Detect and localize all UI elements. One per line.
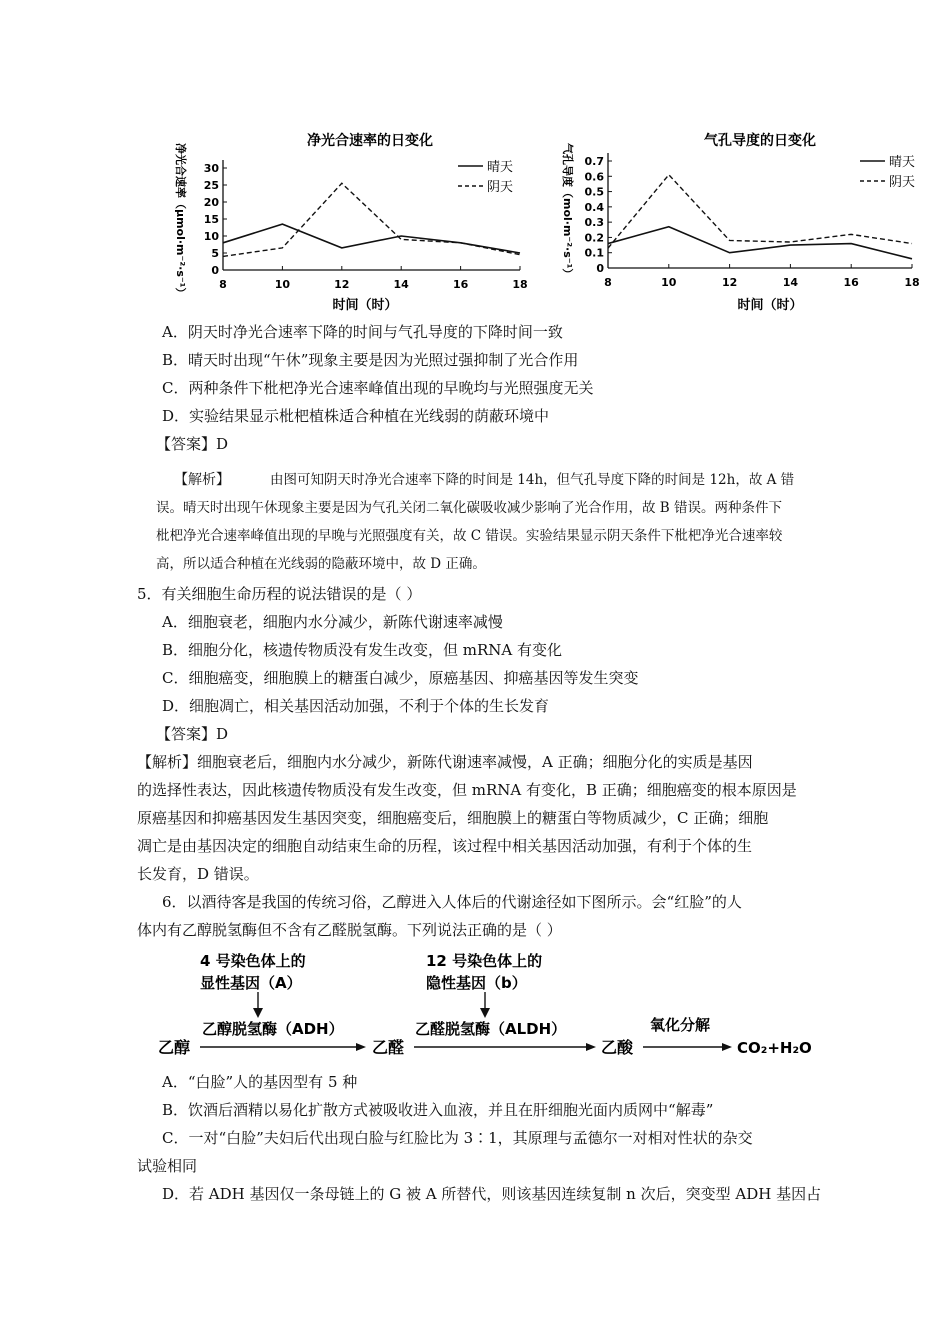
chart1-ytick-label: 5 <box>211 247 219 260</box>
chart1-xtick-label: 8 <box>219 278 227 291</box>
chart2-series-cloudy-line <box>608 175 912 248</box>
chart1-series-sunny-line <box>223 224 520 253</box>
chart2-xtick-label: 16 <box>843 276 859 289</box>
q5-analysis-line-5: 长发育，D 错误。 <box>137 865 259 883</box>
arrow-ethanol-to-acetaldehyde <box>200 1043 366 1051</box>
gene2-down-arrow <box>480 992 490 1018</box>
chart2-ytick-label: 0.5 <box>584 185 604 199</box>
chart2-xtick-label: 10 <box>661 276 677 289</box>
step3-label: 氧化分解 <box>650 1016 711 1034</box>
chart2-xtick-label: 18 <box>904 276 920 289</box>
chart1-series-cloudy-line <box>223 183 520 256</box>
q4-analysis-line-1: 由图可知阴天时净光合速率下降的时间是 14h，但气孔导度下降的时间是 12h，故 A 错 <box>270 472 795 488</box>
q4-option-c: C．两种条件下枇杷净光合速率峰值出现的早晚均与光照强度无关 <box>162 379 594 397</box>
chart1-ytick-label: 25 <box>203 179 219 192</box>
enzyme1-label: 乙醇脱氢酶（ADH） <box>202 1020 344 1038</box>
q5-analysis-line-3: 原癌基因和抑癌基因发生基因突变，细胞癌变后，细胞膜上的糖蛋白等物质减少，C 正确；细胞 <box>137 809 769 827</box>
q5-analysis-line-4: 凋亡是由基因决定的细胞自动结束生命的历程，该过程中相关基因活动加强，有利于个体的生 <box>137 837 753 855</box>
q4-option-d: D．实验结果显示枇杷植株适合种植在光线弱的荫蔽环境中 <box>162 407 550 425</box>
q4-option-a: A．阴天时净光合速率下降的时间与气孔导度的下降时间一致 <box>162 323 563 341</box>
substrate-acetic-acid: 乙酸 <box>601 1038 634 1057</box>
chart1-xtick-label: 14 <box>393 278 409 291</box>
chart2-xtick-label: 14 <box>782 276 799 289</box>
chart1-ytick-label: 0 <box>211 264 219 277</box>
chart1-title: 净光合速率的日变化 <box>307 133 433 149</box>
net-photosynthesis-chart <box>165 125 535 315</box>
substrate-ethanol: 乙醇 <box>158 1038 191 1057</box>
chart1-ytick-label: 10 <box>203 230 219 243</box>
q5-analysis-line-2: 的选择性表达，因此核遗传物质没有发生改变，但 mRNA 有变化，B 正确；细胞癌变的根本原因是 <box>137 781 797 799</box>
substrate-acetaldehyde: 乙醛 <box>372 1038 405 1057</box>
q5-analysis-line-1: 【解析】细胞衰老后，细胞内水分减少，新陈代谢速率减慢，A 正确；细胞分化的实质是基因 <box>137 753 753 771</box>
chart1-xtick-label: 18 <box>512 278 528 291</box>
q5-option-b: B．细胞分化，核遗传物质没有发生改变，但 mRNA 有变化 <box>162 641 563 659</box>
q5-option-a: A．细胞衰老，细胞内水分减少，新陈代谢速率减慢 <box>162 613 503 631</box>
q4-option-b: B．晴天时出现“午休”现象主要是因为光照过强抑制了光合作用 <box>162 351 579 369</box>
q5-option-c: C．细胞癌变，细胞膜上的糖蛋白减少，原癌基因、抑癌基因等发生突变 <box>162 669 639 687</box>
chart1-xtick-label: 12 <box>334 278 350 291</box>
chart1-ytick-label: 30 <box>203 162 219 175</box>
q4-answer: 【答案】D <box>156 435 229 453</box>
chart2-legend-cloudy: 阴天 <box>889 175 916 190</box>
chart1-ytick-label: 20 <box>203 196 219 209</box>
q5-option-d: D．细胞凋亡，相关基因活动加强，不利于个体的生长发育 <box>162 697 550 715</box>
enzyme2-label: 乙醛脱氢酶（ALDH） <box>415 1020 567 1038</box>
q4-analysis-line-4: 高，所以适合种植在光线弱的隐蔽环境中，故 D 正确。 <box>156 556 486 572</box>
chart1-xtick-label: 10 <box>274 278 291 291</box>
gene1-down-arrow <box>253 992 263 1018</box>
chart2-series-sunny-line <box>608 227 912 259</box>
chart1-legend-sunny: 晴天 <box>487 160 514 175</box>
chart2-plot-area <box>585 153 920 289</box>
q6-stem-line-2: 体内有乙醇脱氢酶但不含有乙醛脱氢酶。下列说法正确的是（ ） <box>137 921 562 939</box>
gene1-label-line1: 4 号染色体上的 <box>200 952 306 970</box>
arrow-acetic-acid-to-products <box>643 1043 732 1051</box>
chart2-ytick-label: 0.3 <box>584 216 604 230</box>
ethanol-metabolism-diagram <box>150 944 830 1064</box>
arrow-acetaldehyde-to-acetic-acid <box>414 1043 596 1051</box>
chart2-ytick-label: 0.6 <box>584 170 604 184</box>
chart2-ytick-label: 0.4 <box>584 200 604 214</box>
final-product: CO₂+H₂O <box>737 1039 812 1057</box>
q5-stem: 5．有关细胞生命历程的说法错误的是（ ） <box>137 585 422 603</box>
chart1-xtick-label: 16 <box>452 278 469 291</box>
chart2-ylabel: 气孔导度（mol·m⁻²·s⁻¹） <box>561 143 574 280</box>
chart2-title: 气孔导度的日变化 <box>704 133 816 149</box>
chart2-ytick-label: 0.1 <box>584 246 604 260</box>
q4-analysis-line-2: 误。晴天时出现午休现象主要是因为气孔关闭二氧化碳吸收减少影响了光合作用，故 B 错误。两种条件下 <box>156 500 783 516</box>
chart2-xtick-label: 8 <box>604 276 612 289</box>
q5-answer: 【答案】D <box>156 725 229 743</box>
q4-analysis-label: 【解析】 <box>174 472 230 488</box>
chart2-ytick-label: 0.7 <box>584 155 604 168</box>
q6-stem-line-1: 6．以酒待客是我国的传统习俗，乙醇进入人体后的代谢途径如下图所示。会“红脸”的人 <box>162 893 742 911</box>
chart2-ytick-label: 0.2 <box>584 231 604 245</box>
q4-analysis-line-3: 枇杷净光合速率峰值出现的早晚与光照强度有关，故 C 错误。实验结果显示阴天条件下枇杷净光合速率较 <box>156 528 783 544</box>
q6-option-c-cont: 试验相同 <box>137 1157 198 1175</box>
chart1-plot-area <box>204 160 528 291</box>
chart1-ylabel: 净光合速率（μmol·m⁻²·s⁻¹） <box>174 143 187 299</box>
chart1-legend-cloudy: 阴天 <box>487 180 514 195</box>
q6-option-c: C．一对“白脸”夫妇后代出现白脸与红脸比为 3∶1，其原理与孟德尔一对相对性状的杂交 <box>162 1129 753 1147</box>
chart2-ytick-label: 0 <box>596 262 604 275</box>
q6-option-d: D．若 ADH 基因仅一条母链上的 G 被 A 所替代，则该基因连续复制 n 次后，突变型 ADH 基因占 <box>162 1185 822 1203</box>
chart2-xlabel: 时间（时） <box>737 298 803 313</box>
gene2-label-line1: 12 号染色体上的 <box>426 952 543 970</box>
stomatal-conductance-chart <box>555 125 935 315</box>
gene1-label-line2: 显性基因（A） <box>200 974 302 992</box>
q6-option-a: A．“白脸”人的基因型有 5 种 <box>162 1073 358 1091</box>
gene2-label-line2: 隐性基因（b） <box>426 974 527 992</box>
chart2-legend-sunny: 晴天 <box>889 155 916 170</box>
chart1-ytick-label: 15 <box>203 213 219 226</box>
q6-option-b: B．饮酒后酒精以易化扩散方式被吸收进入血液，并且在肝细胞光面内质网中“解毒” <box>162 1101 714 1119</box>
chart2-xtick-label: 12 <box>721 276 738 289</box>
chart1-xlabel: 时间（时） <box>332 298 398 313</box>
